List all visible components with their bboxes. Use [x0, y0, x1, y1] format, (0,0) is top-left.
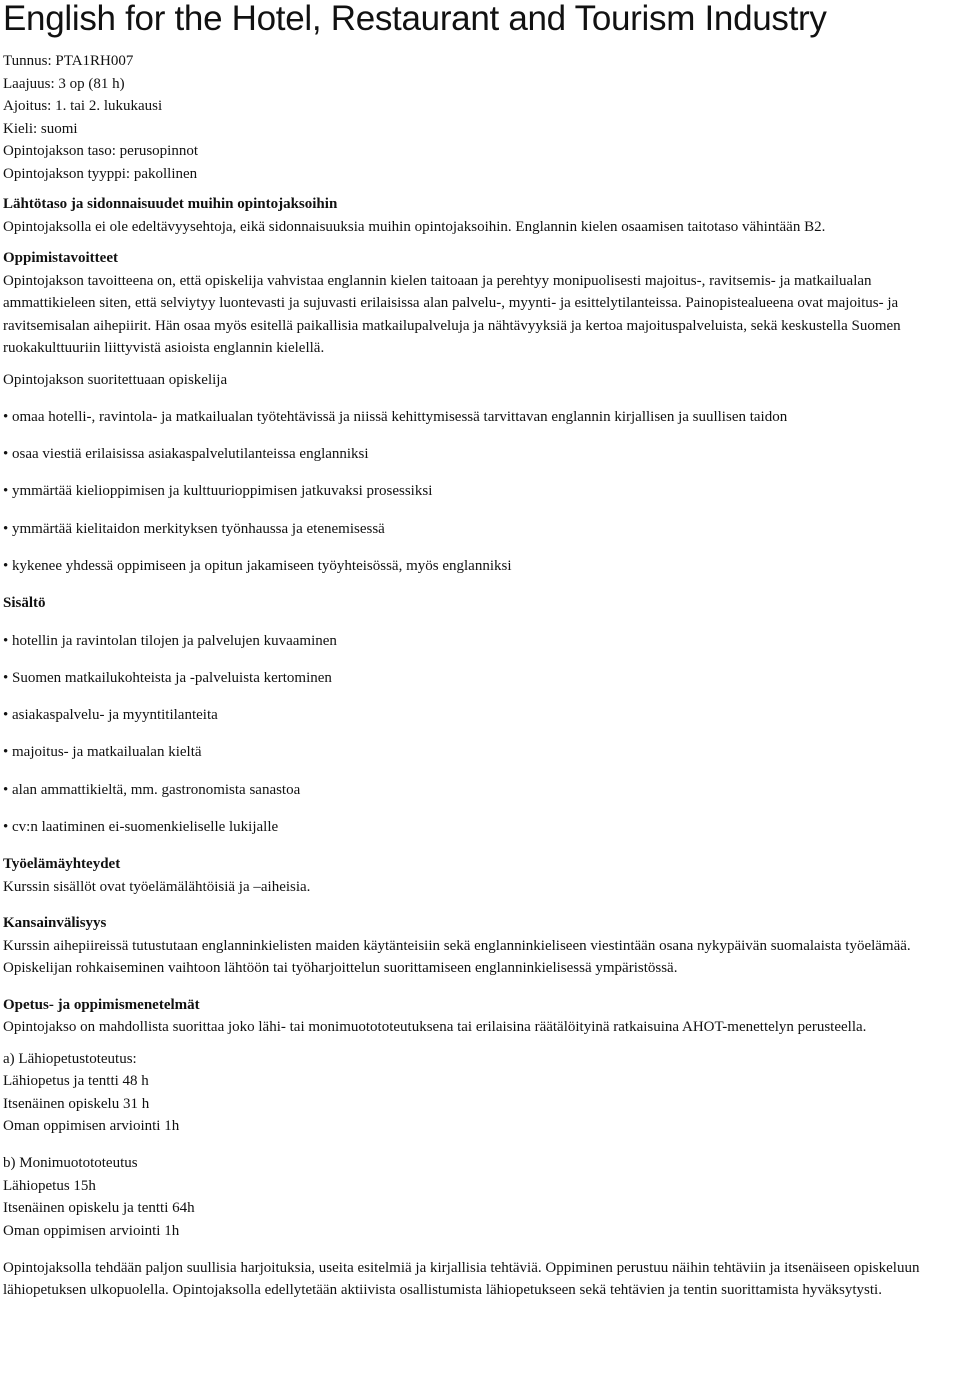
page-title: English for the Hotel, Restaurant and Tourism Industry [3, 0, 827, 38]
meta-type: Opintojakson tyyppi: pakollinen [3, 165, 198, 182]
list-item: • kykenee yhdessä oppimiseen ja opitun jakamiseen työyhteisössä, myös englanniksi [3, 555, 956, 578]
list-item: • ymmärtää kielitaidon merkityksen työnhaussa ja etenemisessä [3, 518, 956, 541]
outcomes-heading: Oppimistavoitteet [3, 250, 118, 266]
international-heading: Kansainvälisyys [3, 915, 107, 932]
prereq-heading: Lähtötaso ja sidonnaisuudet muihin opintojaksoihin [3, 196, 338, 212]
option-b-line: Itsenäinen opiskelu ja tentti 64h [3, 1200, 195, 1217]
option-b-line: Oman oppimisen arviointi 1h [3, 1222, 180, 1239]
bullet-icon: • [3, 632, 9, 649]
option-b-block [3, 1152, 956, 1242]
bullet-icon: • [3, 669, 9, 686]
meta-code: Tunnus: PTA1RH007 [3, 53, 134, 69]
bullet-icon: • [3, 707, 9, 724]
content-section [3, 592, 956, 838]
course-meta [3, 50, 956, 185]
option-a-line: Oman oppimisen arviointi 1h [3, 1118, 180, 1135]
bullet-icon: • [3, 744, 9, 761]
list-item: • asiakaspalvelu- ja myyntitilanteita [3, 704, 956, 727]
content-list [3, 630, 956, 839]
option-a-line: Itsenäinen opiskelu 31 h [3, 1095, 150, 1112]
worklife-text: Kurssin sisällöt ovat työelämälähtöisiä ja –aiheisia. [3, 878, 311, 895]
option-b-line: Lähiopetus 15h [3, 1177, 96, 1194]
option-a-title: a) Lähiopetustoteutus: [3, 1050, 137, 1067]
list-item: • majoitus- ja matkailualan kieltä [3, 741, 956, 764]
bullet-icon: • [3, 483, 9, 500]
meta-level: Opintojakson taso: perusopinnot [3, 143, 198, 159]
option-a-line: Lähiopetus ja tentti 48 h [3, 1073, 149, 1090]
worklife-section [3, 853, 956, 898]
meta-scope: Laajuus: 3 op (81 h) [3, 75, 125, 92]
bullet-icon: • [3, 446, 9, 463]
prereq-text: Opintojaksolla ei ole edeltävyysehtoja, eikä sidonnaisuuksia muihin opintojaksoihin. Englannin kielen osaamisen taitotaso vähintään B2. [3, 218, 826, 235]
list-item: • hotellin ja ravintolan tilojen ja palvelujen kuvaaminen [3, 630, 956, 653]
list-item: • ymmärtää kielioppimisen ja kulttuurioppimisen jatkuvaksi prosessiksi [3, 480, 956, 503]
outcomes-intro: Opintojakson suoritettuaan opiskelija [3, 371, 228, 388]
list-item: • Suomen matkailukohteista ja -palveluista kertominen [3, 667, 956, 690]
list-item: • cv:n laatiminen ei-suomenkieliselle lukijalle [3, 816, 956, 839]
option-b-title: b) Monimuotototeutus [3, 1155, 138, 1172]
meta-timing: Ajoitus: 1. tai 2. lukukausi [3, 98, 163, 114]
worklife-heading: Työelämäyhteydet [3, 856, 121, 873]
methods-heading: Opetus- ja oppimismenetelmät [3, 996, 200, 1013]
list-item: • omaa hotelli-, ravintola- ja matkailualan työtehtävissä ja niissä kehittymisessä tarvittavan englannin kirjallisen ja suullisen taidon [3, 406, 956, 429]
methods-section [3, 994, 956, 1302]
outcomes-list [3, 406, 956, 578]
international-text: Kurssin aihepiireissä tutustutaan englanninkielisten maiden käytänteisiin sekä englanninkieliseen viestintään osana nykypäivän suomalaista työelämää. Opiskelijan rohkaiseminen vaihtoon lähtöön tai työharjoittelun suorittamiseen englanninkielisessä ympäristössä. [3, 937, 911, 977]
meta-language: Kieli: suomi [3, 120, 78, 137]
prereq-section [3, 193, 956, 238]
bullet-icon: • [3, 520, 9, 537]
bullet-icon: • [3, 781, 9, 798]
methods-text: Opintojakso on mahdollista suorittaa joko lähi- tai monimuotototeutuksena tai erilaisina räätälöityinä ratkaisuina AHOT-menettelyn perusteella. [3, 1019, 867, 1036]
list-item: • osaa viestiä erilaisissa asiakaspalvelutilanteissa englanniksi [3, 443, 956, 466]
international-section [3, 912, 956, 980]
outcomes-section [3, 247, 956, 577]
bullet-icon: • [3, 408, 9, 425]
list-item: • alan ammattikieltä, mm. gastronomista sanastoa [3, 779, 956, 802]
bullet-icon: • [3, 557, 9, 574]
outcomes-text: Opintojakson tavoitteena on, että opiskelija vahvistaa englannin kielen taitoaan ja perehtyy monipuolisesti majoitus-, ravitsemis- ja matkailualan ammattikieleen siten, että selviytyy luontevasti ja sujuvasti erilaisissa alan palvelu-, myynti- ja esittelytilanteissa. Painopistealueena ovat majoitus- ja ravitsemisalan aihepiirit. Hän osaa myös esitellä paikallisia matkailupalveluja ja nähtävyyksiä ja kertoa majoituspalveluista, sekä keskustella Suomen ruokakulttuuriin liittyvistä asioista englannin kielellä. [3, 272, 901, 356]
content-heading: Sisältö [3, 595, 46, 612]
methods-closing: Opintojaksolla tehdään paljon suullisia harjoituksia, useita esitelmiä ja kirjallisia tehtäviä. Oppiminen perustuu näihin tehtäviin ja itsenäiseen opiskeluun lähiopetuksen ulkopuolella. Opintojaksolla edellytetään aktiivista osallistumista lähiopetukseen sekä tehtävien ja tentin suorittamista hyväksytysti. [3, 1259, 920, 1299]
option-a-block [3, 1048, 956, 1138]
bullet-icon: • [3, 819, 9, 836]
